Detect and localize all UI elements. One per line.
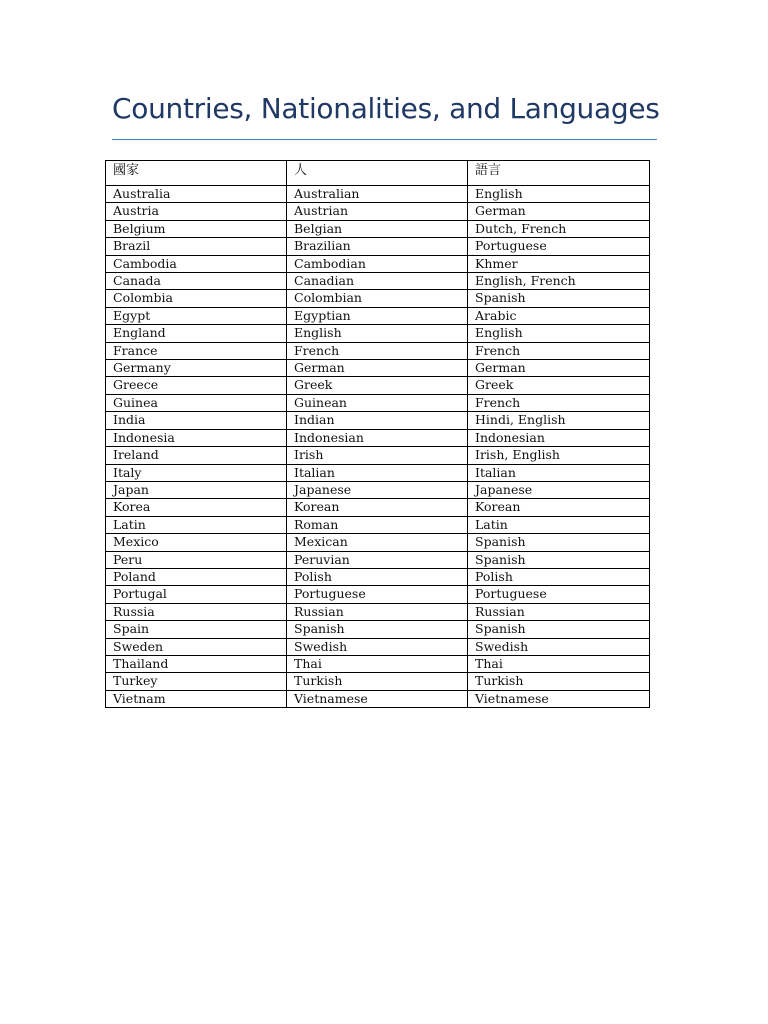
header-language: 語言	[468, 161, 650, 186]
cell-country: Turkey	[106, 673, 287, 690]
document-title: Countries, Nationalities, and Languages	[112, 92, 660, 125]
cell-nationality: Italian	[287, 464, 468, 481]
table-row	[106, 586, 650, 603]
cell-country: Greece	[106, 377, 287, 394]
cell-country: Spain	[106, 621, 287, 638]
table-row	[106, 603, 650, 620]
table-row	[106, 220, 650, 237]
table-row	[106, 621, 650, 638]
header-country: 國家	[106, 161, 287, 186]
cell-nationality: Roman	[287, 516, 468, 533]
table-row	[106, 394, 650, 411]
cell-country: Canada	[106, 273, 287, 290]
cell-nationality: Turkish	[287, 673, 468, 690]
cell-nationality: Indonesian	[287, 429, 468, 446]
cell-country: Cambodia	[106, 255, 287, 272]
cell-nationality: Guinean	[287, 394, 468, 411]
table-row	[106, 412, 650, 429]
cell-country: Latin	[106, 516, 287, 533]
cell-country: Guinea	[106, 394, 287, 411]
cell-nationality: Egyptian	[287, 307, 468, 324]
cell-language: English	[468, 186, 650, 203]
table-row	[106, 499, 650, 516]
cell-nationality: Belgian	[287, 220, 468, 237]
table-row	[106, 447, 650, 464]
cell-language: Spanish	[468, 551, 650, 568]
cell-nationality: Swedish	[287, 638, 468, 655]
cell-country: Poland	[106, 568, 287, 585]
table-row	[106, 551, 650, 568]
table-row	[106, 638, 650, 655]
cell-country: Sweden	[106, 638, 287, 655]
cell-country: Belgium	[106, 220, 287, 237]
table-row	[106, 360, 650, 377]
cell-country: Portugal	[106, 586, 287, 603]
header-row	[106, 161, 650, 186]
cell-language: Korean	[468, 499, 650, 516]
cell-language: German	[468, 360, 650, 377]
table-row	[106, 568, 650, 585]
cell-language: Thai	[468, 655, 650, 672]
table-row	[106, 255, 650, 272]
cell-nationality: Korean	[287, 499, 468, 516]
table-body	[106, 186, 650, 708]
cell-language: Dutch, French	[468, 220, 650, 237]
cell-country: Thailand	[106, 655, 287, 672]
table-header	[106, 161, 650, 186]
table-row	[106, 516, 650, 533]
cell-nationality: Cambodian	[287, 255, 468, 272]
table-row	[106, 273, 650, 290]
cell-nationality: Thai	[287, 655, 468, 672]
countries-table	[105, 160, 650, 708]
cell-language: Swedish	[468, 638, 650, 655]
cell-language: Italian	[468, 464, 650, 481]
cell-nationality: Portuguese	[287, 586, 468, 603]
cell-country: Mexico	[106, 534, 287, 551]
cell-country: Russia	[106, 603, 287, 620]
cell-nationality: Australian	[287, 186, 468, 203]
table-row	[106, 481, 650, 498]
header-nationality: 人	[287, 161, 468, 186]
cell-country: Vietnam	[106, 690, 287, 707]
table-row	[106, 186, 650, 203]
cell-nationality: Canadian	[287, 273, 468, 290]
cell-nationality: Indian	[287, 412, 468, 429]
cell-country: India	[106, 412, 287, 429]
cell-language: French	[468, 394, 650, 411]
cell-nationality: Colombian	[287, 290, 468, 307]
table-row	[106, 429, 650, 446]
cell-nationality: Greek	[287, 377, 468, 394]
cell-language: Portuguese	[468, 238, 650, 255]
cell-country: Korea	[106, 499, 287, 516]
table-row	[106, 342, 650, 359]
table-row	[106, 534, 650, 551]
cell-language: Hindi, English	[468, 412, 650, 429]
cell-country: Peru	[106, 551, 287, 568]
cell-country: Brazil	[106, 238, 287, 255]
cell-nationality: Japanese	[287, 481, 468, 498]
cell-nationality: Brazilian	[287, 238, 468, 255]
cell-nationality: Polish	[287, 568, 468, 585]
cell-language: Greek	[468, 377, 650, 394]
table-row	[106, 325, 650, 342]
cell-language: Japanese	[468, 481, 650, 498]
cell-country: Japan	[106, 481, 287, 498]
title-underline	[112, 139, 657, 140]
cell-nationality: Irish	[287, 447, 468, 464]
cell-language: Khmer	[468, 255, 650, 272]
cell-country: Australia	[106, 186, 287, 203]
cell-nationality: Peruvian	[287, 551, 468, 568]
cell-language: Portuguese	[468, 586, 650, 603]
table-row	[106, 307, 650, 324]
cell-country: Egypt	[106, 307, 287, 324]
cell-nationality: Spanish	[287, 621, 468, 638]
table-row	[106, 238, 650, 255]
cell-nationality: Mexican	[287, 534, 468, 551]
cell-language: Spanish	[468, 534, 650, 551]
cell-country: Indonesia	[106, 429, 287, 446]
cell-language: Spanish	[468, 290, 650, 307]
cell-country: Austria	[106, 203, 287, 220]
table-row	[106, 377, 650, 394]
cell-language: Arabic	[468, 307, 650, 324]
cell-language: Irish, English	[468, 447, 650, 464]
cell-language: English	[468, 325, 650, 342]
cell-language: Latin	[468, 516, 650, 533]
cell-language: Vietnamese	[468, 690, 650, 707]
cell-language: English, French	[468, 273, 650, 290]
table-row	[106, 464, 650, 481]
cell-nationality: Vietnamese	[287, 690, 468, 707]
cell-country: Colombia	[106, 290, 287, 307]
table-row	[106, 673, 650, 690]
cell-nationality: French	[287, 342, 468, 359]
cell-language: Russian	[468, 603, 650, 620]
table-row	[106, 290, 650, 307]
cell-country: France	[106, 342, 287, 359]
cell-country: England	[106, 325, 287, 342]
cell-language: Turkish	[468, 673, 650, 690]
cell-nationality: Austrian	[287, 203, 468, 220]
cell-nationality: German	[287, 360, 468, 377]
cell-nationality: English	[287, 325, 468, 342]
cell-country: Ireland	[106, 447, 287, 464]
cell-language: Indonesian	[468, 429, 650, 446]
table-row	[106, 655, 650, 672]
cell-country: Italy	[106, 464, 287, 481]
table-row	[106, 203, 650, 220]
cell-country: Germany	[106, 360, 287, 377]
cell-language: Spanish	[468, 621, 650, 638]
cell-nationality: Russian	[287, 603, 468, 620]
cell-language: Polish	[468, 568, 650, 585]
table-row	[106, 690, 650, 707]
cell-language: French	[468, 342, 650, 359]
cell-language: German	[468, 203, 650, 220]
